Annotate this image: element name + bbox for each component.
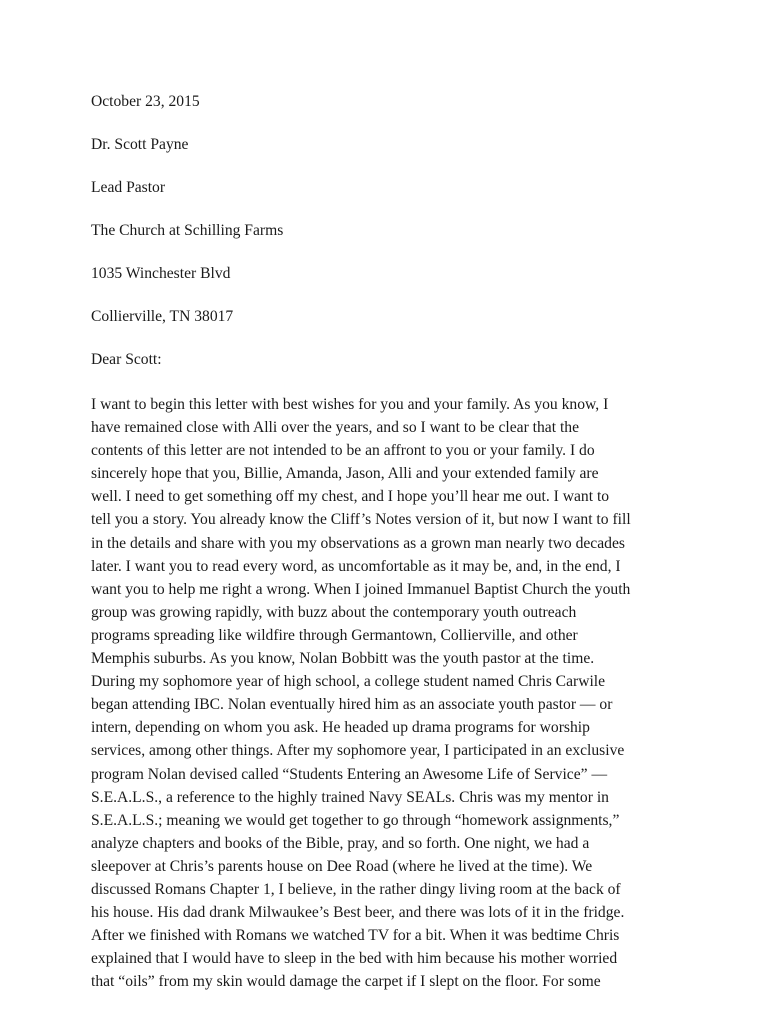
body-line: services, among other things. After my sophomore year, I participated in an exclusive [91,742,625,760]
letter-date: October 23, 2015 [91,93,200,110]
body-line: explained that I would have to sleep in the bed with him because his mother worried [91,950,618,968]
body-line: began attending IBC. Nolan eventually hired him as an associate youth pastor — or [91,696,613,714]
body-line: later. I want you to read every word, as uncomfortable as it may be, and, in the end, I [91,557,621,575]
body-line: During my sophomore year of high school, a college student named Chris Carwile [91,673,606,691]
letter-body [91,393,675,993]
body-line: S.E.A.L.S., a reference to the highly trained Navy SEALs. Chris was my mentor in [91,788,609,806]
body-line: intern, depending on whom you ask. He headed up drama programs for worship [91,719,590,737]
body-line: sincerely hope that you, Billie, Amanda, Jason, Alli and your extended family are [91,465,599,483]
body-line: Memphis suburbs. As you know, Nolan Bobbitt was the youth pastor at the time. [91,650,595,668]
salutation: Dear Scott: [91,351,162,368]
body-line: well. I need to get something off my chest, and I hope you’ll hear me out. I want to [91,488,610,506]
recipient-city-state-zip: Collierville, TN 38017 [91,308,234,325]
body-line: S.E.A.L.S.; meaning we would get together to go through “homework assignments,” [91,811,620,829]
body-line: in the details and share with you my observations as a grown man nearly two decades [91,534,625,552]
recipient-street: 1035 Winchester Blvd [91,265,231,282]
body-line: contents of this letter are not intended to be an affront to you or your family. I do [91,442,595,460]
body-line: tell you a story. You already know the Cliff’s Notes version of it, but now I want to fill [91,511,631,529]
body-line: sleepover at Chris’s parents house on Dee Road (where he lived at the time). We [91,857,593,875]
recipient-name: Dr. Scott Payne [91,136,189,153]
body-line: I want to begin this letter with best wishes for you and your family. As you know, I [91,396,609,413]
recipient-title: Lead Pastor [91,179,166,196]
body-line: his house. His dad drank Milwaukee’s Best beer, and there was lots of it in the fridge. [91,904,625,922]
body-line: want you to help me right a wrong. When I joined Immanuel Baptist Church the youth [91,580,631,598]
body-line: programs spreading like wildfire through Germantown, Collierville, and other [91,626,578,644]
body-line: program Nolan devised called “Students Entering an Awesome Life of Service” — [91,765,608,783]
body-line: that “oils” from my skin would damage the carpet if I slept on the floor. For some [91,973,601,991]
body-line: group was growing rapidly, with buzz about the contemporary youth outreach [91,603,577,621]
body-line: After we finished with Romans we watched TV for a bit. When it was bedtime Chris [91,927,620,945]
recipient-organization: The Church at Schilling Farms [91,222,284,239]
body-line: discussed Romans Chapter 1, I believe, in the rather dingy living room at the back of [91,880,621,898]
body-line: analyze chapters and books of the Bible, pray, and so forth. One night, we had a [91,834,590,852]
body-line: have remained close with Alli over the years, and so I want to be clear that the [91,419,579,437]
letter [91,92,675,993]
